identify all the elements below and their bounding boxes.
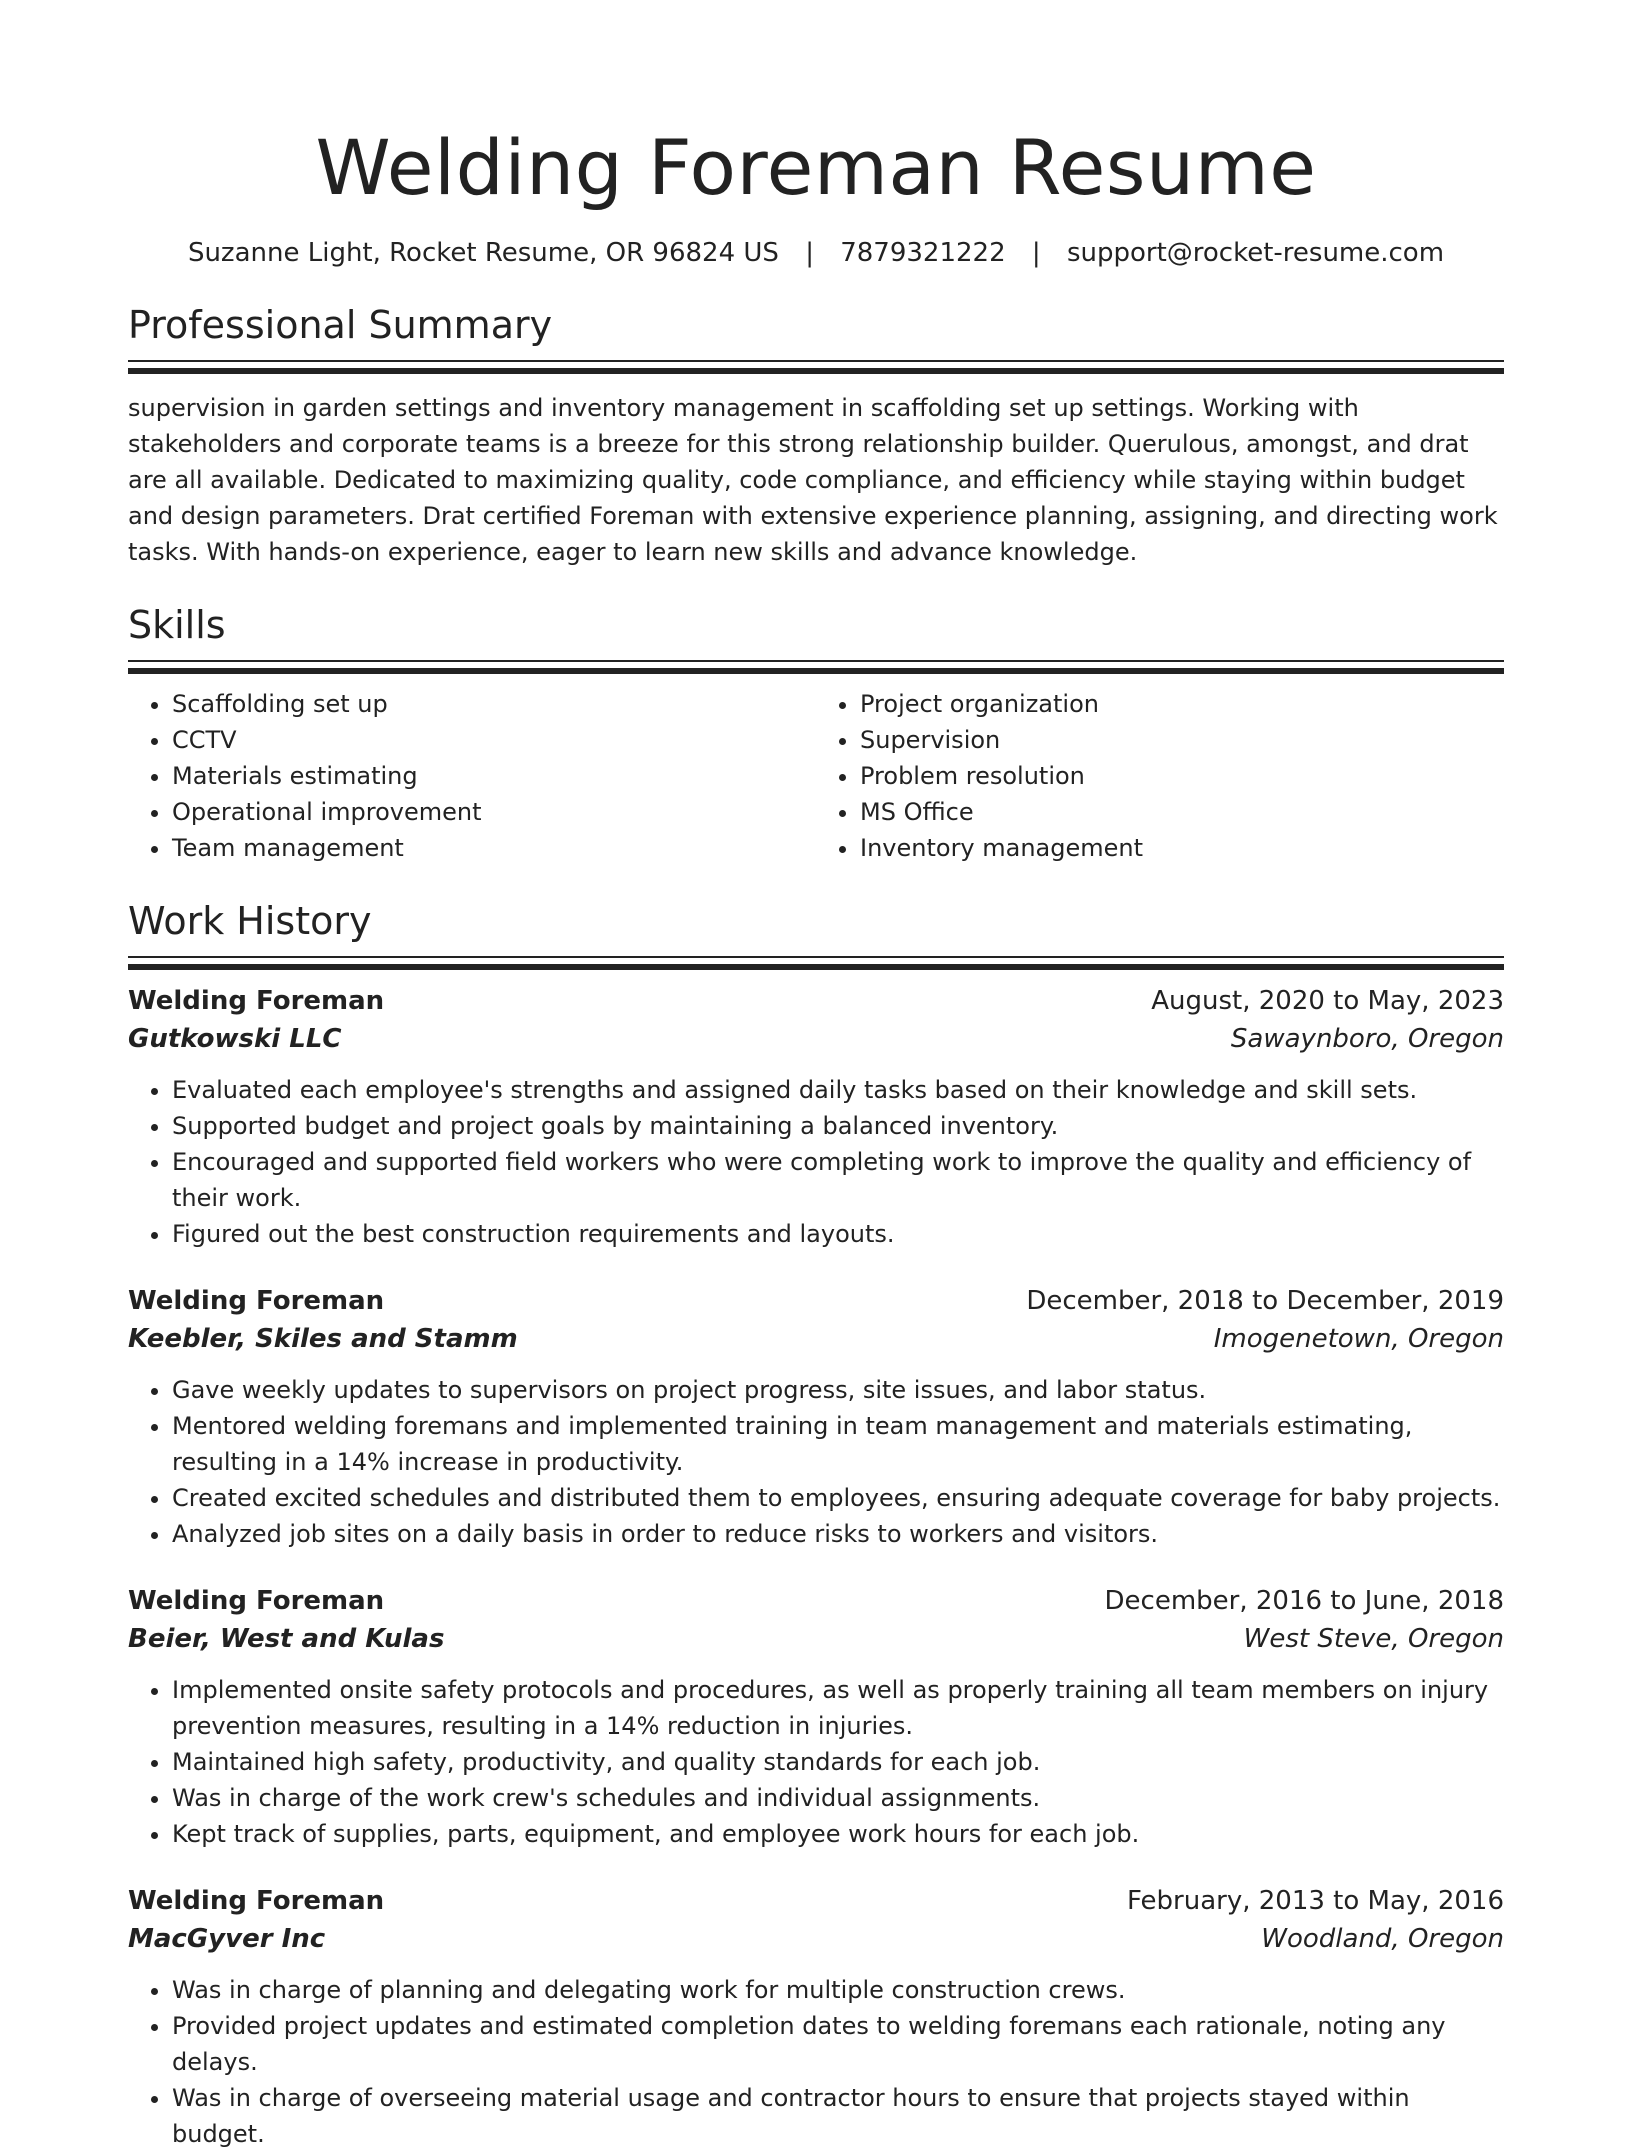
skill-item: • MS Office: [860, 794, 1504, 830]
skill-item: • Problem resolution: [860, 758, 1504, 794]
work-history-section: [128, 898, 1504, 2152]
job-title: Welding Foreman: [128, 1586, 385, 1616]
skill-item: • Materials estimating: [172, 758, 816, 794]
skills-list-right: [816, 686, 1504, 866]
job-location: Sawaynboro, Oregon: [1230, 1024, 1504, 1054]
skills-heading: Skills: [128, 603, 226, 647]
skills-columns: [128, 686, 1504, 866]
job-bullet: • Figured out the best construction requirements and layouts.: [172, 1216, 1504, 1252]
job-company: MacGyver Inc: [128, 1924, 326, 1954]
skills-list-left: [128, 686, 816, 866]
job-bullets: [128, 1972, 1504, 2152]
skill-item: • Team management: [172, 830, 816, 866]
job-bullet: • Created excited schedules and distributed them to employees, ensuring adequate coverage for baby projects.: [172, 1480, 1504, 1516]
job-bullet: • Supported budget and project goals by maintaining a balanced inventory.: [172, 1108, 1504, 1144]
job-bullets: [128, 1672, 1504, 1852]
job-bullet: • Mentored welding foremans and implemented training in team management and materials estimating, resulting in a 14% increase in productivity.: [172, 1408, 1504, 1480]
job-title: Welding Foreman: [128, 1286, 385, 1316]
skill-item: • Scaffolding set up: [172, 686, 816, 722]
contact-address: Suzanne Light, Rocket Resume, OR 96824 US: [187, 238, 779, 268]
contact-separator: |: [805, 238, 814, 268]
summary-text: supervision in garden settings and inventory management in scaffolding set up settings. Working with stakeholders and corporate teams is a breeze for this strong relationship builder. Querulous, amongst, and drat are all available. Dedicated to maximizing quality, code compliance, and efficiency while staying within budget and design parameters. Drat certified Foreman with extensive experience planning, assigning, and directing work tasks. With hands-on experience, eager to learn new skills and advance knowledge.: [128, 394, 1498, 566]
job-bullet: • Was in charge of planning and delegating work for multiple construction crews.: [172, 1972, 1504, 2008]
job-bullets: [128, 1072, 1504, 1252]
job-dates: December, 2016 to June, 2018: [1104, 1586, 1504, 1616]
job-company: Beier, West and Kulas: [128, 1624, 445, 1654]
job-bullet: • Kept track of supplies, parts, equipment, and employee work hours for each job.: [172, 1816, 1504, 1852]
job-location: Woodland, Oregon: [1261, 1924, 1504, 1954]
job-location: West Steve, Oregon: [1243, 1624, 1504, 1654]
skill-item: • Project organization: [860, 686, 1504, 722]
job-location: Imogenetown, Oregon: [1213, 1324, 1504, 1354]
summary-section: [128, 302, 1504, 570]
job-company: Keebler, Skiles and Stamm: [128, 1324, 518, 1354]
contact-phone: 7879321222: [840, 238, 1006, 268]
job-bullet: • Maintained high safety, productivity, and quality standards for each job.: [172, 1744, 1504, 1780]
job-title: Welding Foreman: [128, 986, 385, 1016]
job-bullets: [128, 1372, 1504, 1552]
job-bullet: • Evaluated each employee's strengths and assigned daily tasks based on their knowledge and skill sets.: [172, 1072, 1504, 1108]
work-history-heading: Work History: [128, 899, 372, 943]
contact-line: [128, 236, 1504, 270]
skill-item: • Inventory management: [860, 830, 1504, 866]
skill-item: • CCTV: [172, 722, 816, 758]
skills-section: [128, 602, 1504, 866]
job-bullet: • Analyzed job sites on a daily basis in order to reduce risks to workers and visitors.: [172, 1516, 1504, 1552]
section-divider: [128, 956, 1504, 964]
skill-item: • Operational improvement: [172, 794, 816, 830]
summary-heading: Professional Summary: [128, 303, 553, 347]
job-title: Welding Foreman: [128, 1886, 385, 1916]
section-divider: [128, 360, 1504, 368]
section-divider: [128, 660, 1504, 668]
job-bullet: • Gave weekly updates to supervisors on project progress, site issues, and labor status.: [172, 1372, 1504, 1408]
job-dates: February, 2013 to May, 2016: [1127, 1886, 1504, 1916]
job-bullet: • Provided project updates and estimated completion dates to welding foremans each rationale, noting any delays.: [172, 2008, 1504, 2080]
resume-page: [128, 0, 1504, 2152]
contact-email[interactable]: support@rocket-resume.com: [1066, 238, 1445, 268]
job-dates: December, 2018 to December, 2019: [1026, 1286, 1504, 1316]
job-entry: [128, 1282, 1504, 1552]
job-entry: [128, 1582, 1504, 1852]
skill-item: • Supervision: [860, 722, 1504, 758]
job-bullet: • Was in charge of the work crew's schedules and individual assignments.: [172, 1780, 1504, 1816]
job-bullet: • Was in charge of overseeing material usage and contractor hours to ensure that projects stayed within budget.: [172, 2080, 1504, 2152]
resume-title: Welding Foreman Resume: [315, 123, 1317, 212]
job-bullet: • Implemented onsite safety protocols and procedures, as well as properly training all team members on injury prevention measures, resulting in a 14% reduction in injuries.: [172, 1672, 1504, 1744]
job-entry: [128, 982, 1504, 1252]
contact-separator: |: [1031, 238, 1041, 268]
job-company: Gutkowski LLC: [128, 1024, 342, 1054]
job-dates: August, 2020 to May, 2023: [1151, 986, 1504, 1016]
job-bullet: • Encouraged and supported field workers who were completing work to improve the quality and efficiency of their work.: [172, 1144, 1504, 1216]
